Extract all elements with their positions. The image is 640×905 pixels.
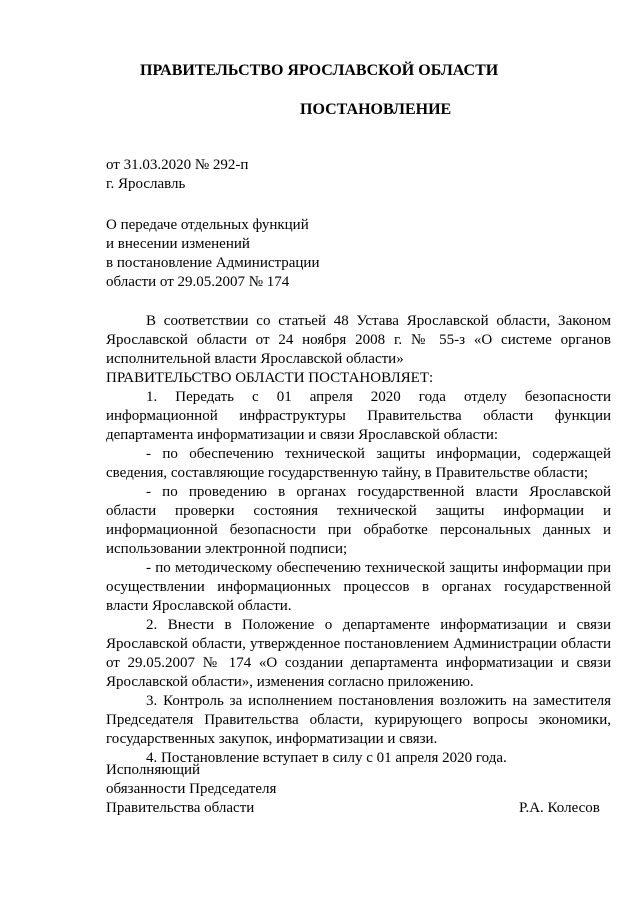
preamble-paragraph: В соответствии со статьей 48 Устава Ярославской области, Законом Ярославской области от 24 ноября 2008 г. № 55-з «О системе органов исполнительной власти Ярославской области» xyxy=(106,313,611,367)
item-1a-paragraph: - по обеспечению технической защиты информации, содержащей сведения, составляющие государственную тайну, в Правительстве области; xyxy=(106,446,611,481)
subject-line: и внесении изменений xyxy=(106,236,250,252)
item-2-paragraph: 2. Внести в Положение о департаменте информатизации и связи Ярославской области, утвержденное постановлением Администрации области от 29.05.2007 № 174 «О создании департамента информатизации и связи Ярославской области», изменения согласно приложению. xyxy=(106,617,611,690)
document-body xyxy=(106,312,611,768)
item-1b-paragraph: - по проведению в органах государственной власти Ярославской области проверки состояния технической защиты информации и информационной безопасности при обработке персональных данных и использовании электронной подписи; xyxy=(106,484,611,557)
subject-line: области от 29.05.2007 № 174 xyxy=(106,274,290,290)
subject-line: в постановление Администрации xyxy=(106,255,320,271)
item-1c-paragraph: - по методическому обеспечению технической защиты информации при осуществлении информационных процессов в органах государственной власти Ярославской области. xyxy=(106,560,611,614)
subject-line: О передаче отдельных функций xyxy=(106,217,309,233)
signature-title-line: Правительства области xyxy=(106,800,255,816)
signature-title-line: Исполняющий xyxy=(106,762,201,778)
item-1-paragraph: 1. Передать с 01 апреля 2020 года отделу безопасности информационной инфраструктуры Правительства области функции департамента информатизации и связи Ярославской области: xyxy=(106,389,611,443)
date-number: от 31.03.2020 № 292-п xyxy=(106,157,249,173)
item-4-paragraph: 4. Постановление вступает в силу с 01 апреля 2020 года. xyxy=(146,750,507,766)
decree-line: ПРАВИТЕЛЬСТВО ОБЛАСТИ ПОСТАНОВЛЯЕТ: xyxy=(106,370,434,386)
government-title: ПРАВИТЕЛЬСТВО ЯРОСЛАВСКОЙ ОБЛАСТИ xyxy=(140,62,499,79)
item-3-paragraph: 3. Контроль за исполнением постановления возложить на заместителя Председателя Правительства области, курирующего вопросы экономики, государственных закупок, информатизации и связи. xyxy=(106,693,611,747)
signature-block xyxy=(106,761,276,818)
document-type-title: ПОСТАНОВЛЕНИЕ xyxy=(300,101,452,118)
signature-title-line: обязанности Председателя xyxy=(106,781,277,797)
city: г. Ярославль xyxy=(106,176,186,192)
signatory-name: Р.А. Колесов xyxy=(519,800,600,816)
